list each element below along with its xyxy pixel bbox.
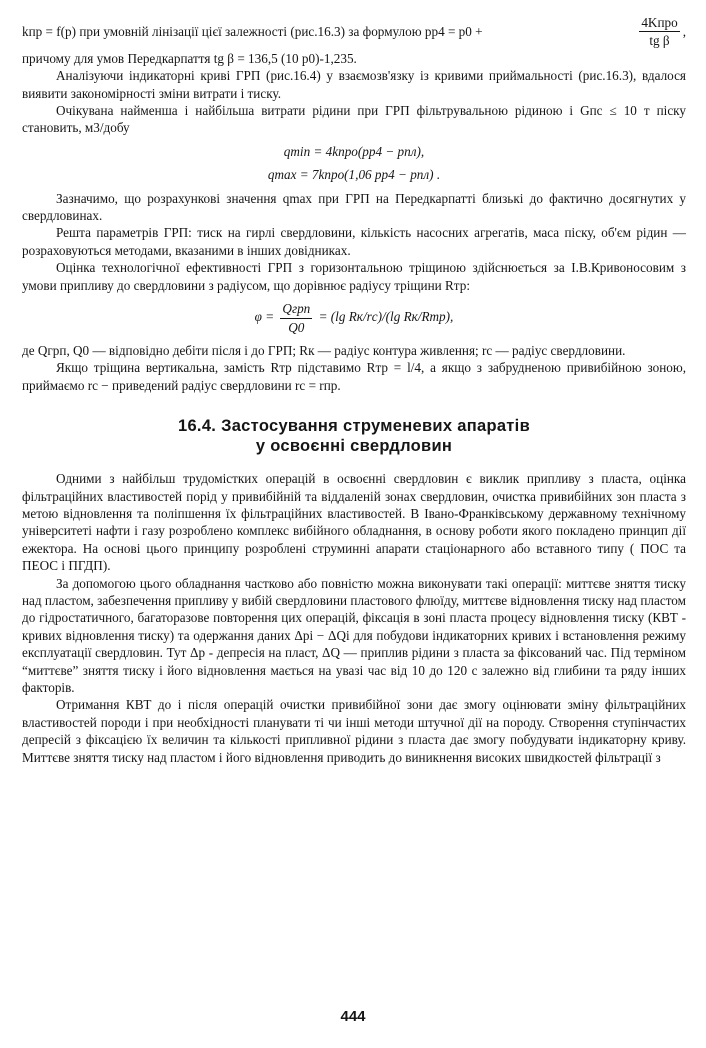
paragraph-vertical-fracture: Якщо тріщина вертикальна, замість Rтр підставимо Rтр = l/4, а якщо з забрудненою привибійною зоною, приймаємо rс − приведений радіус свердловини rс = rпр. <box>22 360 686 393</box>
paragraph-tg-beta: причому для умов Передкарпаття tg β = 136,5 (10 p0)-1,235. <box>22 50 357 66</box>
section-title-line2: у освоєнні свердловин <box>255 437 453 456</box>
top-formula-line <box>22 14 686 50</box>
paragraph-where: де Qгрп, Q0 — відповідно дебіти після і до ГРП; Rк — радіус контура живлення; rс — радіус свердловини. <box>22 342 626 358</box>
section-title-line1: 16.4. Застосування струменевих апаратів <box>177 417 531 436</box>
formula-phi-lhs: φ = <box>254 309 275 325</box>
formula-phi-fraction <box>280 300 312 336</box>
paragraph-qmax-note: Зазначимо, що розрахункові значення qmax при ГРП на Передкарпатті близькі до фактично досягнутих у свердловинах. <box>22 190 686 224</box>
paragraph-other-params: Решта параметрів ГРП: тиск на гирлі свердловини, кількість насосних агрегатів, маса піску, об'єм рідин — розраховуються методами, вказаними в інших довідниках. <box>22 225 686 258</box>
top-formula-numerator: 4Kпро <box>639 14 679 32</box>
formula-phi-denominator: Q0 <box>288 319 305 335</box>
page-body <box>22 14 686 766</box>
formula-qmax: qmax = 7kпро(1,06 pр4 − pпл) . <box>267 167 441 183</box>
formula-phi-numerator: Qгрп <box>280 300 312 318</box>
page-number: 444 <box>340 1008 366 1025</box>
paragraph-jet-kvt: Отримання КВТ до і після операцій очистки привибійної зони дає змогу оцінювати зміну фільтраційних властивостей породи і при необхідності планувати ті чи інші методи штучної дії на породу. Створення ступінчастих депресій з фіксацією їх величин та кількості припливної рідини з пласта дає змогу побудувати індикаторну криву. Миттєве зняття тиску над пластом і його відновлення приводить до виникнення високих швидкостей фільтрації з <box>22 697 686 765</box>
top-formula-fraction <box>639 14 679 50</box>
top-formula-tail: , <box>682 24 686 40</box>
formula-phi <box>22 300 686 336</box>
top-formula-denominator: tg β <box>649 33 670 49</box>
formula-qmin: qmin = 4kпро(pр4 − pпл), <box>283 143 425 159</box>
paragraph-expected-flow: Очікувана найменша і найбільша витрати рідини при ГРП фільтрувальною рідиною і Gпс ≤ 10 т піску становить, м3/добу <box>22 103 686 136</box>
formula-phi-rhs: = (lg Rк/rс)/(lg Rк/Rтр), <box>318 309 454 325</box>
paragraph-jet-intro: Одними з найбільш трудомістких операцій в освоєнні свердловин є виклик припливу з пласта, оцінка фільтраційних властивостей порід у привибійній та віддаленій зонах свердловин, очистка привибійних зон пласта з метою відновлення та поліпшення їх фільтраційних властивостей. В Івано-Франківському державному технічному університеті нафти і газу розроблено комплекс вибійного обладнання, в основу роботи якого покладено принцип дії ежектора. На основі цього принципу розроблені струминні апарати стаціонарного або вставного типу ( ПОС та ПЕОС і ПГДП). <box>22 471 686 574</box>
section-title <box>22 416 686 456</box>
paragraph-indicator-curves: Аналізуючи індикаторні криві ГРП (рис.16.4) у взаємозв'язку із кривими приймальності (рис.16.3), вдалося виявити закономірності зміни витрати і тиску. <box>22 68 686 101</box>
paragraph-efficiency: Оцінка технологічної ефективності ГРП з горизонтальною тріщиною здійснюється за І.В.Кривоносовим з умови припливу до свердловини з радіусом, що дорівнює радіусу тріщини Rтр: <box>22 260 686 293</box>
paragraph-jet-operations: За допомогою цього обладнання частково або повністю можна виконувати такі операції: миттєве зняття тиску над пластом, забезпечення припливу у вибій свердловини пластового флюїду, миттєве відновлення тиску над пластом до гідростатичного, багаторазове повторення цих операцій, фіксація в зоні пласта процесу відновлення тиску (КВТ - кривих відновлення тиску) та одержання даних Δpi − ΔQi для побудови індикаторних кривих і встановлення режиму експлуатації свердловин. Тут Δp - депресія на пласт, ΔQ — приплив рідини з пласта за фіксований час. Під терміном “миттєве” зняття тиску і його відновлення мається на увазі час від 10 до 120 с залежно від глибини та ряду інших факторів. <box>22 575 686 695</box>
top-formula-lhs: kпр = f(p) при умовній лінізації цієї залежності (рис.16.3) за формулою pр4 = p0 + <box>22 24 483 40</box>
